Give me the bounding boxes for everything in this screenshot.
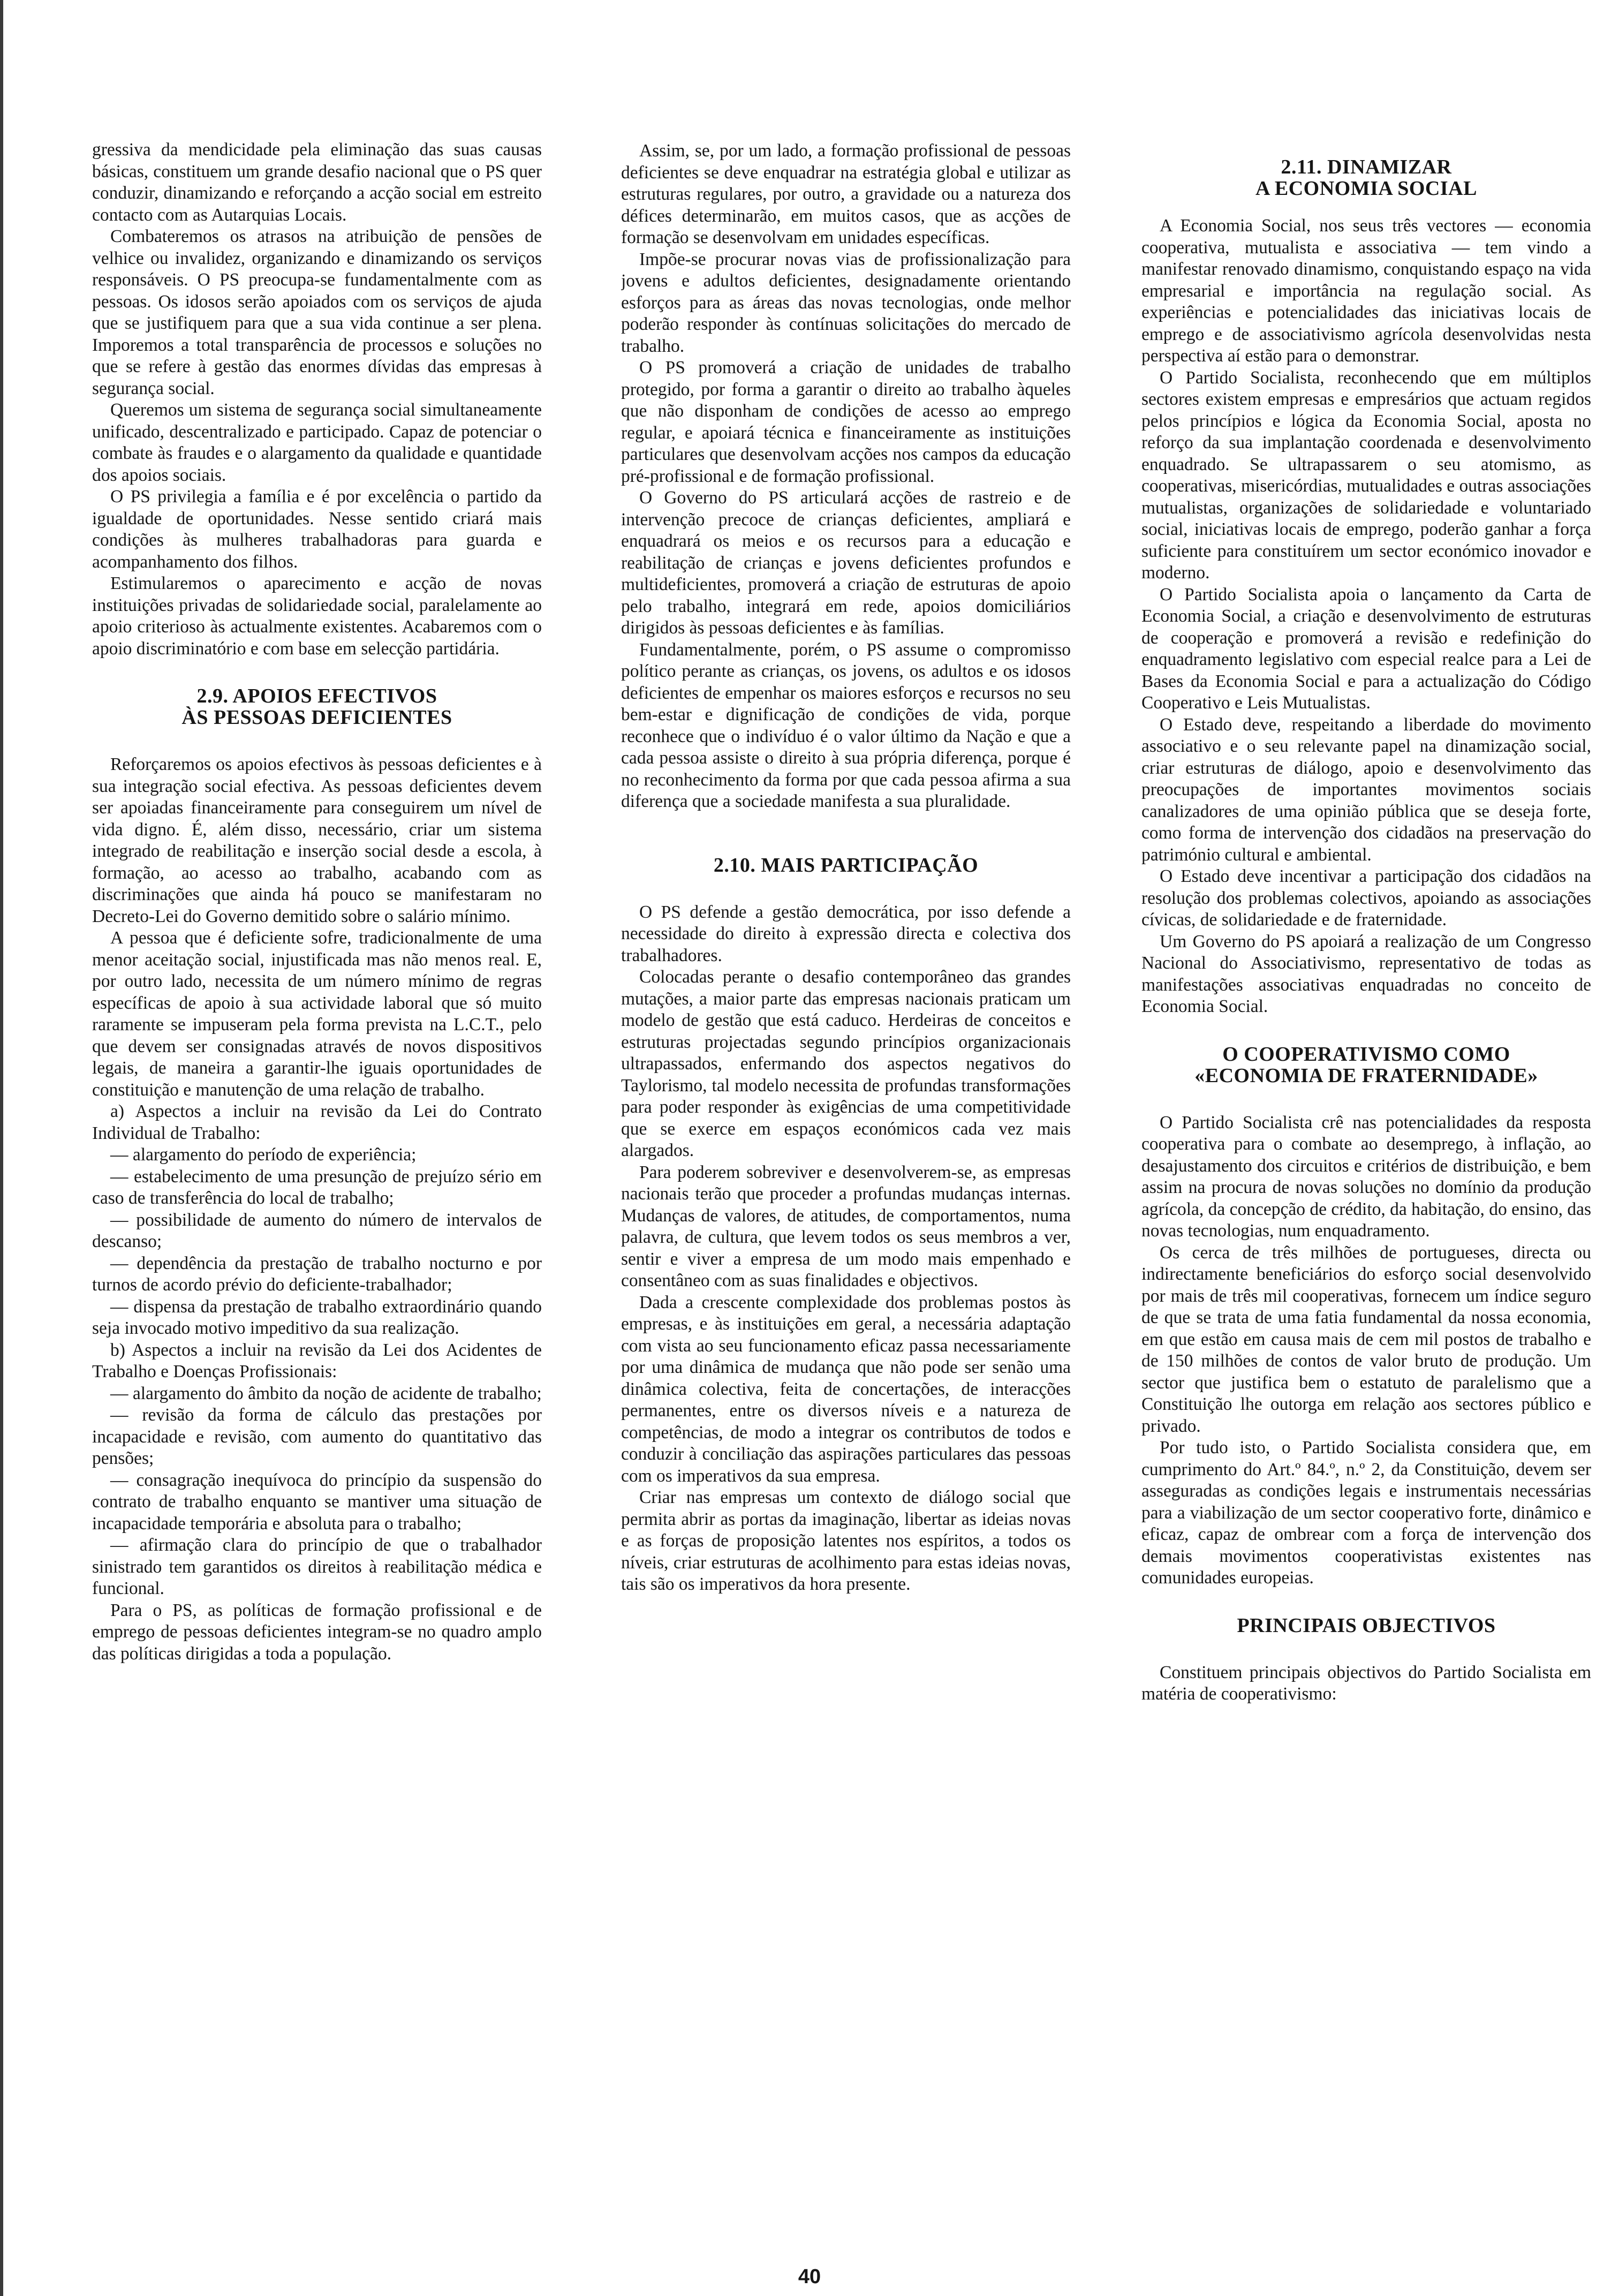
- paragraph: Estimularemos o aparecimento e acção de novas instituições privadas de solidariedade social, paralelamente ao apoio criterioso às actualmente existentes. Acabaremos com o apoio discriminatório e com base em selecção partidária.: [92, 573, 542, 659]
- paragraph: Por tudo isto, o Partido Socialista considera que, em cumprimento do Art.º 84.º, n.º 2, da Constituição, devem ser asseguradas as condições legais e instrumentais necessárias para a viabilização de um sector cooperativo forte, dinâmico e eficaz, capaz de ombrear com a força de intervenção dos demais movimentos cooperativistas existentes nas comunidades europeias.: [1141, 1438, 1591, 1588]
- paragraph: Os cerca de três milhões de portugueses, directa ou indirectamente beneficiários do esforço social desenvolvido por mais de três mil cooperativas, fornecem um índice seguro de que se trata de uma fatia fundamental da nossa economia, em que estão em causa mais de cem mil postos de trabalho e de 150 milhões de contos de valor bruto de produção. Um sector que justifica bem o estatuto de paralelismo que a Constituição lhe outorga em relação aos sectores público e privado.: [1141, 1242, 1591, 1436]
- column-middle: [621, 140, 1071, 2250]
- paragraph: Assim, se, por um lado, a formação profissional de pessoas deficientes se deve enquadrar na estratégia global e utilizar as estruturas regulares, por outro, a gravidade ou a natureza dos défices determinarão, em muitos casos, que as acções de formação se desenvolvam em unidades específicas.: [621, 141, 1071, 247]
- heading-line: O COOPERATIVISMO COMO: [1222, 1043, 1510, 1066]
- paragraph: Colocadas perante o desafio contemporâneo das grandes mutações, a maior parte das empresas nacionais praticam um modelo de gestão que está caduco. Herdeiras de conceitos e estruturas projectadas segundo princípios organizacionais ultrapassados, enfermando dos aspectos negativos do Taylorismo, tal modelo necessita de profundas transformações para poder responder às exigências de uma competitividade que se exerce em espaços económicos cada vez mais alargados.: [621, 967, 1071, 1160]
- paragraph: Um Governo do PS apoiará a realização de um Congresso Nacional do Associativismo, representativo de todas as manifestações associativas enquadradas no conceito de Economia Social.: [1141, 931, 1591, 1016]
- list-item: — possibilidade de aumento do número de intervalos de descanso;: [92, 1210, 542, 1251]
- column-left: [92, 139, 542, 2249]
- list-item: — revisão da forma de cálculo das prestações por incapacidade e revisão, com aumento do quantitativo das pensões;: [92, 1405, 542, 1468]
- list-item: — alargamento do período de experiência;: [110, 1145, 417, 1165]
- heading-line: ÀS PESSOAS DEFICIENTES: [181, 706, 452, 729]
- heading-line: A ECONOMIA SOCIAL: [1255, 177, 1477, 200]
- paragraph: gressiva da mendicidade pela eliminação das suas causas básicas, constituem um grande desafio nacional que o PS quer conduzir, dinamizando e reforçando a acção social em estreito contacto com as Autarquias Locais.: [92, 140, 542, 225]
- paragraph: Combateremos os atrasos na atribuição de pensões de velhice ou invalidez, organizando e dinamizando os serviços responsáveis. O PS preocupa-se fundamentalmente com as pessoas. Os idosos serão apoiados com os serviços de ajuda que se justifiquem para que a sua vida continue a ser plena. Imporemos a total transparência de processos e soluções no que se refere à gestão das enormes dívidas das empresas à segurança social.: [92, 226, 542, 398]
- list-item: — estabelecimento de uma presunção de prejuízo sério em caso de transferência do local de trabalho;: [92, 1166, 542, 1208]
- column-right: [1141, 156, 1591, 2266]
- paragraph: O PS privilegia a família e é por excelência o partido da igualdade de oportunidades. Nesse sentido criará mais condições às mulheres trabalhadoras para guarda e acompanhamento dos filhos.: [92, 487, 542, 572]
- page-number: 40: [798, 2265, 821, 2288]
- section-heading-cooperativismo: [1141, 1044, 1591, 1086]
- paragraph: O PS promoverá a criação de unidades de trabalho protegido, por forma a garantir o direito ao trabalho àqueles que não disponham de condições de acesso ao emprego regular, e apoiará técnica e financeiramente as instituições particulares que desenvolvam acções nos campos da educação pré-profissional e de formação profissional.: [621, 358, 1071, 486]
- paragraph: Para o PS, as políticas de formação profissional e de emprego de pessoas deficientes integram-se no quadro amplo das políticas dirigidas a toda a população.: [92, 1600, 542, 1664]
- paragraph: O Estado deve incentivar a participação dos cidadãos na resolução dos problemas colectivos, apoiando as associações cívicas, de solidariedade e de fraternidade.: [1141, 866, 1591, 930]
- list-item: — consagração inequívoca do princípio da suspensão do contrato de trabalho enquanto se mantiver uma situação de incapacidade temporária e absoluta para o trabalho;: [92, 1470, 542, 1534]
- paragraph: A pessoa que é deficiente sofre, tradicionalmente de uma menor aceitação social, injustificada mas não menos real. E, por outro lado, necessita de um número mínimo de regras específicas de apoio à sua actividade laboral que só muito raramente se impuseram pela forma prevista na L.C.T., pelo que devem ser consignadas através de novos dispositivos legais, de maneira a garantir-lhe iguais oportunidades de constituição e manutenção de uma relação de trabalho.: [92, 928, 542, 1100]
- paragraph: a) Aspectos a incluir na revisão da Lei do Contrato Individual de Trabalho:: [92, 1101, 542, 1143]
- section-heading-principais-objectivos: PRINCIPAIS OBJECTIVOS: [1237, 1614, 1496, 1637]
- section-heading-2-11: [1141, 156, 1591, 199]
- paragraph: Reforçaremos os apoios efectivos às pessoas deficientes e à sua integração social efectiva. As pessoas deficientes devem ser apoiadas financeiramente para conseguirem um nível de vida digno. É, além disso, necessário, criar um sistema integrado de reabilitação e inserção social desde a escola, à formação, ao acesso ao trabalho, acabando com as discriminações que ainda há pouco se manifestaram no Decreto-Lei do Governo demitido sobre o salário mínimo.: [92, 754, 542, 926]
- paragraph: Para poderem sobreviver e desenvolverem-se, as empresas nacionais terão que proceder a profundas mudanças internas. Mudanças de valores, de atitudes, de comportamentos, numa palavra, de cultura, que levem todos os seus membros a ver, sentir e viver a empresa de um modo mais empenhado e consentâneo com as suas finalidades e objectivos.: [621, 1162, 1071, 1290]
- paragraph: Fundamentalmente, porém, o PS assume o compromisso político perante as crianças, os jovens, os adultos e os idosos deficientes de empenhar os maiores esforços e recursos no seu bem-estar e dignificação de condições de vida, porque reconhece que o indivíduo é o valor último da Nação e que a cada pessoa assiste o direito à sua própria diferença, porque é no reconhecimento da forma por que cada pessoa afirma a sua diferença que a sociedade manifesta a sua pluralidade.: [621, 639, 1071, 811]
- paragraph: O Partido Socialista, reconhecendo que em múltiplos sectores existem empresas e empresários que actuam regidos pelos princípios e lógica da Economia Social, aposta no reforço da sua implantação coordenada e desenvolvimento enquadrado. Se ultrapassarem o seu atomismo, as cooperativas, misericórdias, mutualidades e outras associações mutualistas, organizações de solidariedade e voluntariado social, iniciativas locais de emprego, poderão ganhar a força suficiente para constituírem um sector económico inovador e moderno.: [1141, 367, 1591, 583]
- paragraph: O Estado deve, respeitando a liberdade do movimento associativo e o seu relevante papel na dinamização social, criar estruturas de diálogo, apoio e desenvolvimento das preocupações de importantes movimentos sociais canalizadores de uma opinião pública que se deseja forte, como forma de intervenção dos cidadãos na preservação do património cultural e ambiental.: [1141, 714, 1591, 865]
- heading-line: 2.11. DINAMIZAR: [1281, 156, 1452, 178]
- list-item: — dispensa da prestação de trabalho extraordinário quando seja invocado motivo impeditivo da sua realização.: [92, 1296, 542, 1338]
- paragraph: O PS defende a gestão democrática, por isso defende a necessidade do direito à expressão directa e colectiva dos trabalhadores.: [621, 902, 1071, 965]
- scan-edge-shadow: [0, 0, 3, 2296]
- paragraph: O Partido Socialista apoia o lançamento da Carta de Economia Social, a criação e desenvolvimento de estruturas de cooperação e promoverá a revisão e redefinição do enquadramento legislativo com especial realce para a Lei de Bases da Economia Social e para a actualização do Código Cooperativo e Leis Mutualistas.: [1141, 584, 1591, 713]
- heading-line: 2.9. APOIOS EFECTIVOS: [196, 685, 437, 707]
- paragraph: O Partido Socialista crê nas potencialidades da resposta cooperativa para o combate ao desemprego, à inflação, ao desajustamento dos circuitos e critérios de distribuição, e bem assim na procura de novas soluções no domínio da produção agrícola, da concepção de crédito, da habitação, do ensino, das novas tecnologias, num enquadramento.: [1141, 1112, 1591, 1241]
- paragraph: Constituem principais objectivos do Partido Socialista em matéria de cooperativismo:: [1141, 1662, 1591, 1704]
- paragraph: Criar nas empresas um contexto de diálogo social que permita abrir as portas da imaginação, libertar as ideias novas e as forças de proposição latentes nos espíritos, a todos os níveis, criar estruturas de acolhimento para estas ideias novas, tais são os imperativos da hora presente.: [621, 1487, 1071, 1594]
- paragraph: Queremos um sistema de segurança social simultaneamente unificado, descentralizado e participado. Capaz de potenciar o combate às fraudes e o alargamento da qualidade e quantidade dos apoios sociais.: [92, 400, 542, 485]
- paragraph: Impõe-se procurar novas vias de profissionalização para jovens e adultos deficientes, designadamente orientando esforços para as áreas das novas tecnologias, onde melhor poderão responder às contínuas solicitações do mercado de trabalho.: [621, 249, 1071, 356]
- list-item: — dependência da prestação de trabalho nocturno e por turnos de acordo prévio do deficiente-trabalhador;: [92, 1253, 542, 1295]
- list-item: — alargamento do âmbito da noção de acidente de trabalho;: [110, 1383, 542, 1403]
- heading-line: «ECONOMIA DE FRATERNIDADE»: [1194, 1064, 1538, 1087]
- paragraph: O Governo do PS articulará acções de rastreio e de intervenção precoce de crianças deficientes, ampliará e enquadrará os meios e os recursos para a educação e reabilitação de crianças e jovens deficientes profundos e multideficientes, promoverá a criação de estruturas de apoio pelo trabalho, integrará em rede, apoios domiciliários dirigidos às pessoas deficientes e às famílias.: [621, 488, 1071, 638]
- paragraph: Dada a crescente complexidade dos problemas postos às empresas, e às instituições em geral, a necessária adaptação com vista ao seu funcionamento eficaz passa necessariamente por uma dinâmica de mudança que não pode ser senão uma dinâmica colectiva, feita de concertações, de interacções permanentes, entre os diversos níveis e a natureza de competências, de modo a integrar os contributos de todos e conduzir à conciliação das aspirações particulares das pessoas com os imperativos da sua empresa.: [621, 1292, 1071, 1486]
- list-item: — afirmação clara do princípio de que o trabalhador sinistrado tem garantidos os direitos à reabilitação médica e funcional.: [92, 1535, 542, 1598]
- section-heading-2-9: [92, 685, 542, 728]
- paragraph: A Economia Social, nos seus três vectores — economia cooperativa, mutualista e associativa — tem vindo a manifestar renovado dinamismo, conquistando espaço na vida empresarial e importância na regulação social. As experiências e potencialidades das iniciativas locais de emprego e de associativismo agrícola desenvolvidas nesta perspectiva aí estão para o demonstrar.: [1141, 216, 1591, 366]
- section-heading-2-10: 2.10. MAIS PARTICIPAÇÃO: [713, 854, 979, 877]
- paragraph: b) Aspectos a incluir na revisão da Lei dos Acidentes de Trabalho e Doenças Profissionais:: [92, 1340, 542, 1381]
